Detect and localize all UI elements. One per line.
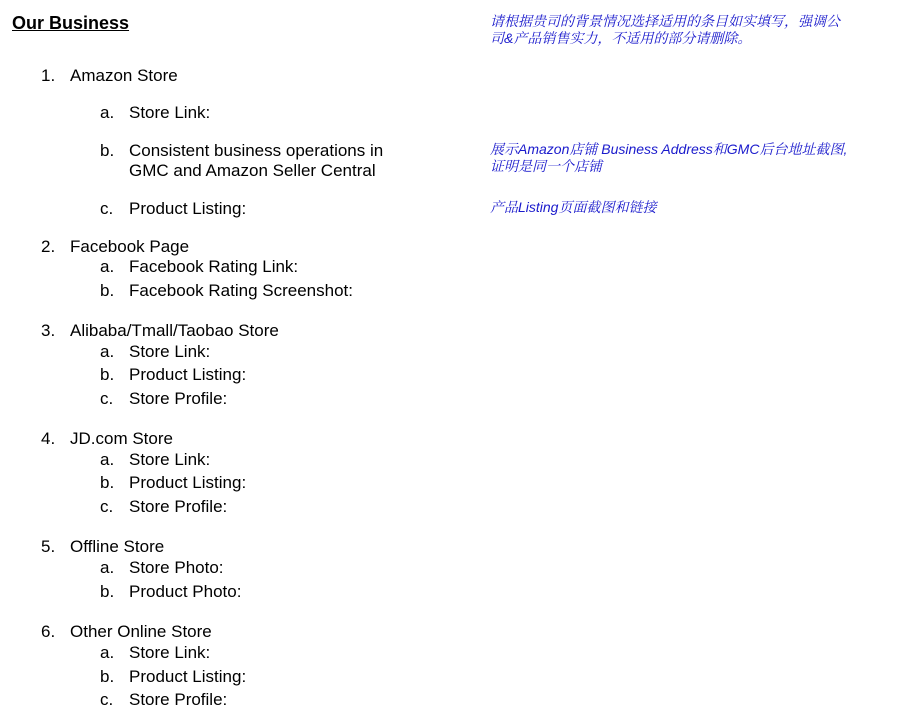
section-title-alibaba: Alibaba/Tmall/Taobao Store bbox=[70, 321, 279, 340]
item-text: Store Link: bbox=[129, 450, 211, 469]
item-text: Product Listing: bbox=[129, 473, 247, 492]
gmc-note-line-2: 证明是同一个店铺 bbox=[490, 158, 602, 174]
item-letter: b. bbox=[100, 473, 115, 492]
item-text: Facebook Rating Screenshot: bbox=[129, 281, 353, 300]
item-text: Product Photo: bbox=[129, 582, 242, 601]
item-letter: b. bbox=[100, 365, 115, 384]
item-text: Store Link: bbox=[129, 103, 211, 122]
section-title-facebook: Facebook Page bbox=[70, 237, 190, 256]
item-text: Product Listing: bbox=[129, 667, 247, 686]
section-number: 1. bbox=[41, 66, 56, 85]
item-letter: a. bbox=[100, 643, 115, 662]
item-letter: b. bbox=[100, 281, 115, 300]
gmc-note bbox=[490, 141, 870, 175]
gmc-note-line-1: 展示Amazon店铺 Business Address和GMC后台地址截图, bbox=[490, 141, 848, 157]
item-text-line-1: Consistent business operations in bbox=[129, 141, 384, 160]
item-letter: c. bbox=[100, 690, 114, 709]
section-title-other-online: Other Online Store bbox=[70, 622, 212, 641]
item-letter: c. bbox=[100, 199, 114, 218]
listing-note-line: 产品Listing页面截图和链接 bbox=[490, 199, 657, 215]
item-text-line-2: GMC and Amazon Seller Central bbox=[129, 161, 376, 180]
item-text: Store Profile: bbox=[129, 497, 228, 516]
item-letter: a. bbox=[100, 103, 115, 122]
item-letter: b. bbox=[100, 667, 115, 686]
intro-note-line-1: 请根据贵司的背景情况选择适用的条目如实填写，强调公 bbox=[490, 13, 840, 29]
section-number: 4. bbox=[41, 429, 56, 448]
item-letter: b. bbox=[100, 582, 115, 601]
section-title-offline: Offline Store bbox=[70, 537, 165, 556]
section-number: 2. bbox=[41, 237, 56, 256]
item-text: Store Photo: bbox=[129, 558, 224, 577]
item-text: Store Profile: bbox=[129, 690, 228, 709]
item-letter: a. bbox=[100, 257, 115, 276]
section-title-jd: JD.com Store bbox=[70, 429, 173, 448]
item-text: Store Profile: bbox=[129, 389, 228, 408]
section-number: 6. bbox=[41, 622, 56, 641]
listing-note bbox=[490, 199, 870, 216]
intro-note-line-2: 司&产品销售实力，不适用的部分请删除。 bbox=[490, 30, 752, 46]
section-title-amazon: Amazon Store bbox=[70, 66, 178, 85]
page-title: Our Business bbox=[12, 13, 130, 33]
item-letter: c. bbox=[100, 497, 114, 516]
intro-note bbox=[490, 13, 870, 47]
item-letter: a. bbox=[100, 342, 115, 361]
section-number: 5. bbox=[41, 537, 56, 556]
section-number: 3. bbox=[41, 321, 56, 340]
item-text: Store Link: bbox=[129, 342, 211, 361]
item-text: Product Listing: bbox=[129, 365, 247, 384]
item-text: Product Listing: bbox=[129, 199, 247, 218]
item-letter: c. bbox=[100, 389, 114, 408]
item-letter: b. bbox=[100, 141, 115, 160]
item-letter: a. bbox=[100, 558, 115, 577]
item-text: Store Link: bbox=[129, 643, 211, 662]
item-text: Facebook Rating Link: bbox=[129, 257, 299, 276]
item-letter: a. bbox=[100, 450, 115, 469]
